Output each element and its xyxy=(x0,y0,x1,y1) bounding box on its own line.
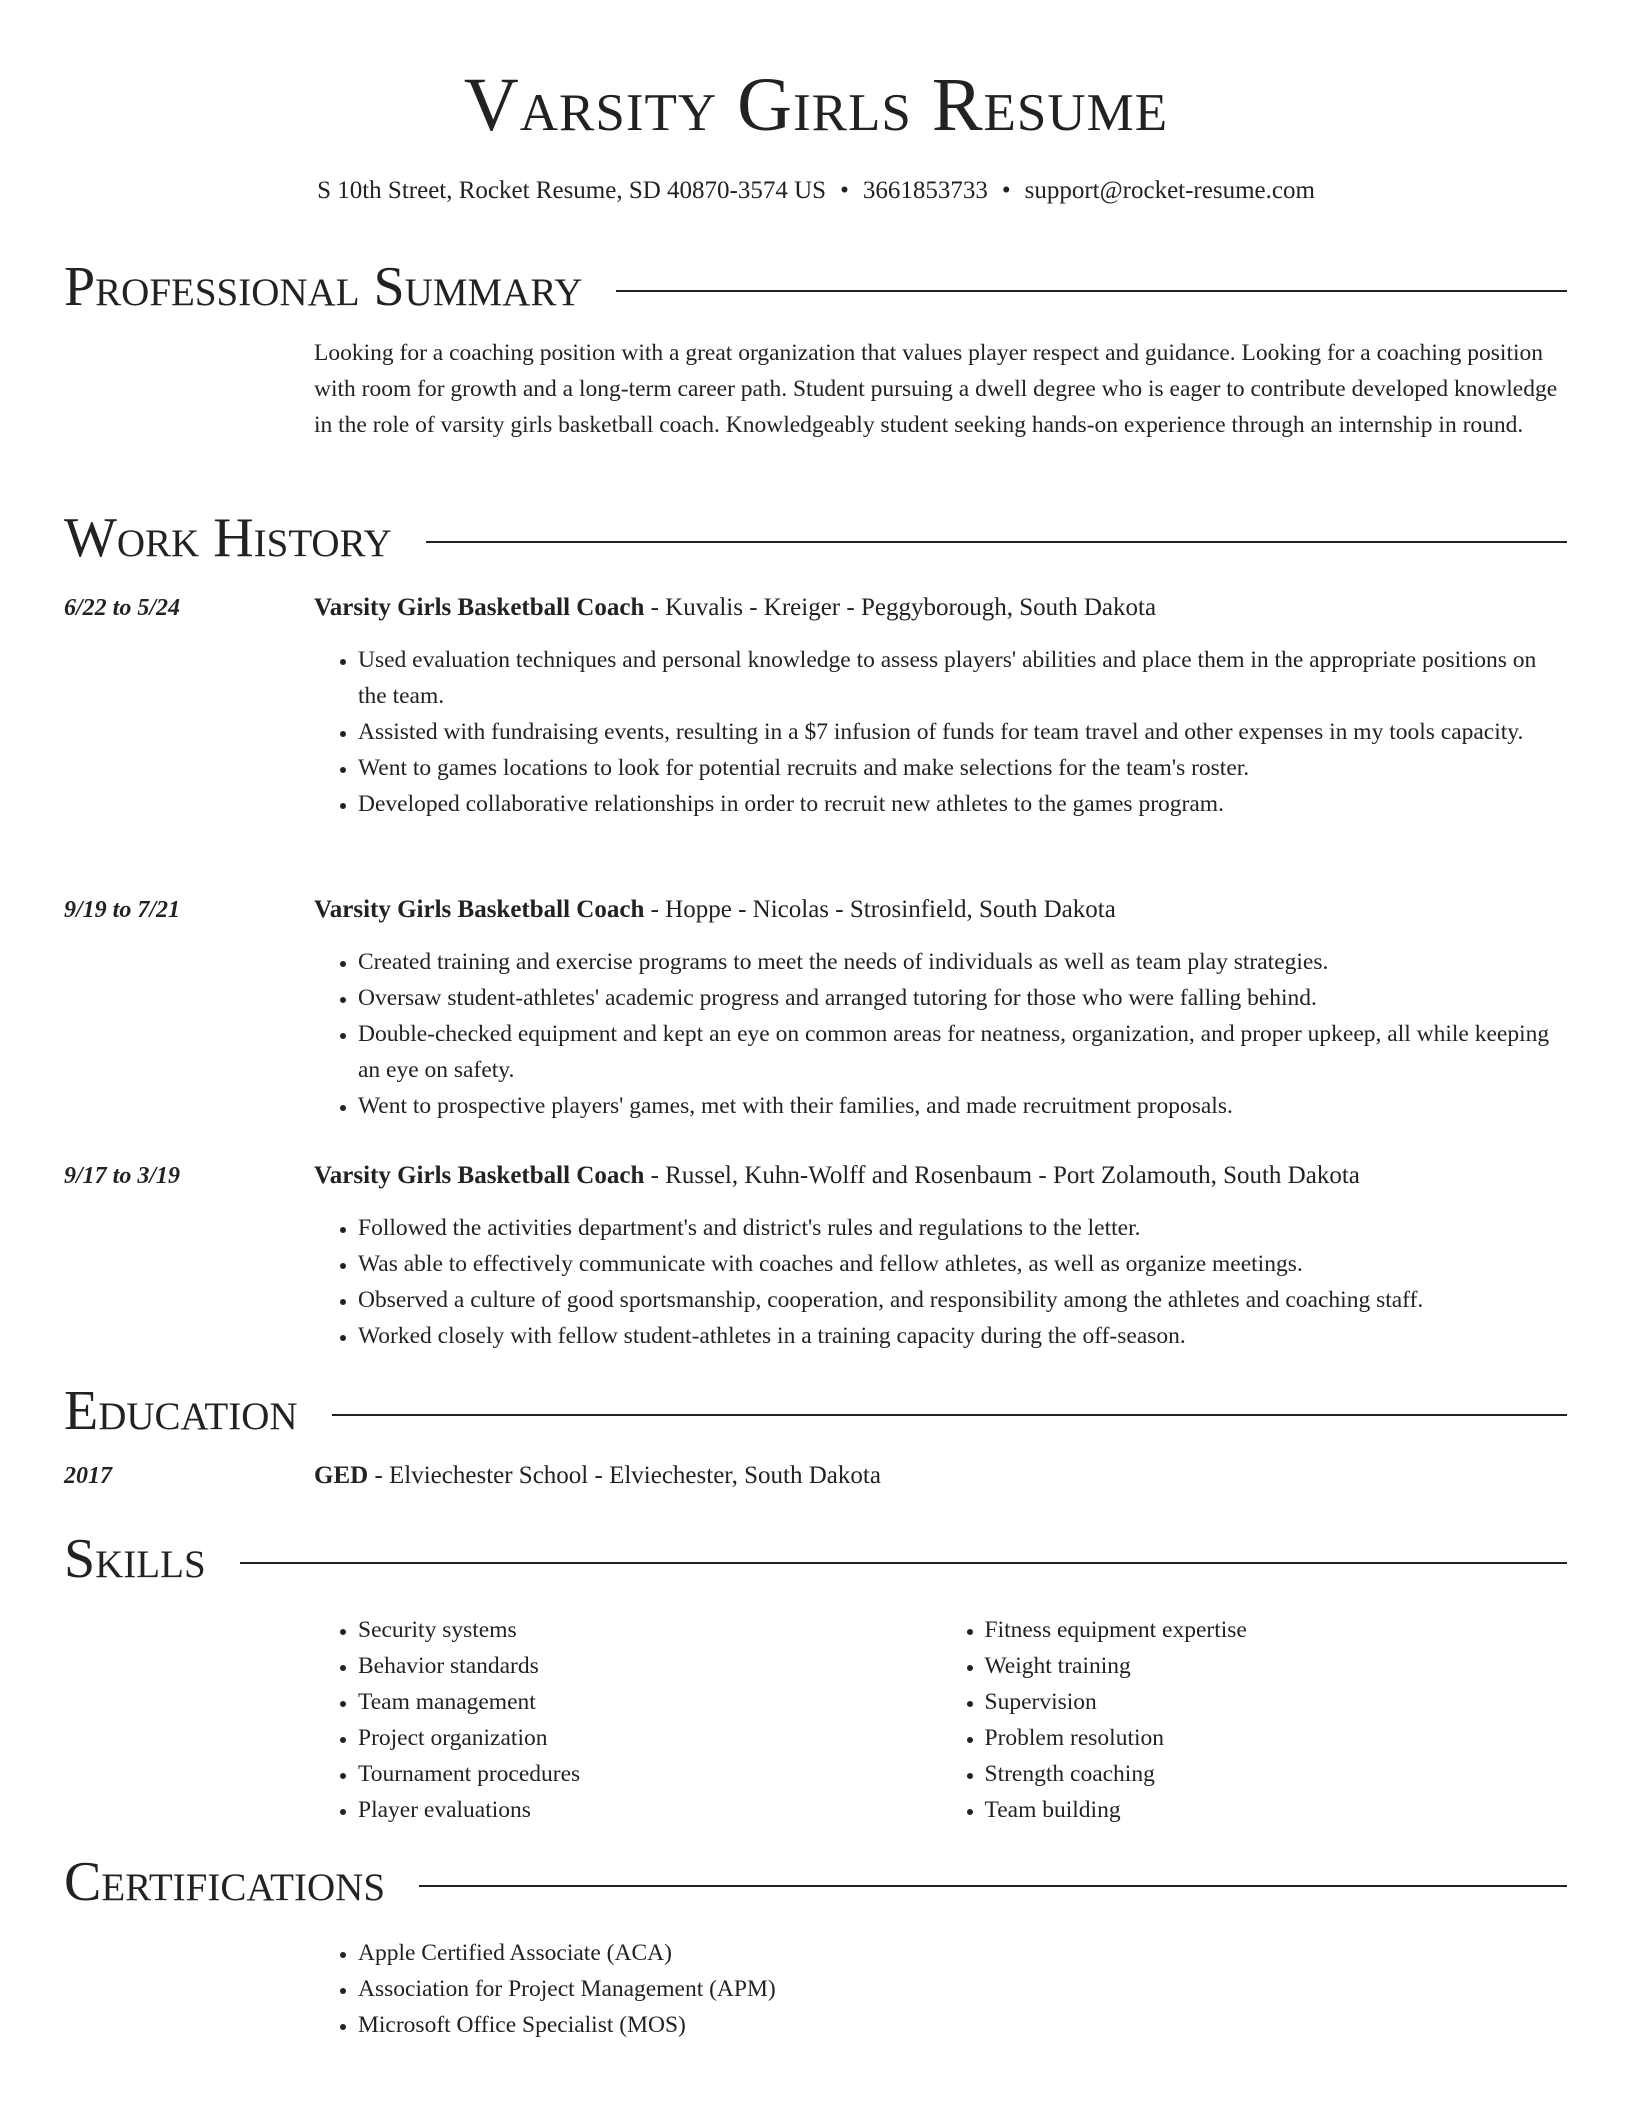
skill-item: • Player evaluations xyxy=(358,1792,941,1828)
job-details: - Russel, Kuhn-Wolff and Rosenbaum - Port Zolamouth, South Dakota xyxy=(644,1162,1360,1189)
education-year: 2017 xyxy=(64,1463,112,1489)
section-divider xyxy=(426,541,1567,543)
skill-item: • Behavior standards xyxy=(358,1648,941,1684)
skill-item: • Strength coaching xyxy=(985,1756,1568,1792)
section-divider xyxy=(616,290,1567,292)
summary-text: Looking for a coaching position with a great organization that values player respect and guidance. Looking for a coaching position with room for growth and a long-term career path. Student pursuing a dwell degree who is eager to contribute developed knowledge in the role of varsity girls basketball coach. Knowledgeably student seeking hands-on experience through an internship in round. xyxy=(314,340,1558,438)
job-bullet: • Oversaw student-athletes' academic progress and arranged tutoring for those who were falling behind. xyxy=(358,980,1567,1016)
contact-email: support@rocket-resume.com xyxy=(1024,177,1315,204)
job-bullet: • Used evaluation techniques and personal knowledge to assess players' abilities and place them in the appropriate positions on the team. xyxy=(358,642,1567,714)
contact-separator: • xyxy=(840,177,849,204)
job-bullet: • Observed a culture of good sportsmanship, cooperation, and responsibility among the athletes and coaching staff. xyxy=(358,1282,1567,1318)
certification-item: • Microsoft Office Specialist (MOS) xyxy=(358,2007,1567,2043)
job-title: Varsity Girls Basketball Coach xyxy=(314,896,645,923)
job-bullet: • Created training and exercise programs to meet the needs of individuals as well as team play strategies. xyxy=(358,944,1567,980)
summary-section xyxy=(64,257,1567,487)
education-degree: GED xyxy=(314,1462,369,1489)
skills-list-right xyxy=(941,1612,1568,1828)
job-title: Varsity Girls Basketball Coach xyxy=(314,594,645,621)
job-bullet: • Was able to effectively communicate with coaches and fellow athletes, as well as organize meetings. xyxy=(358,1246,1567,1282)
job-bullet: • Went to games locations to look for potential recruits and make selections for the team's roster. xyxy=(358,750,1567,786)
job-details: - Hoppe - Nicolas - Strosinfield, South Dakota xyxy=(644,896,1116,923)
work-history-section xyxy=(64,508,1567,1348)
certifications-heading: Certifications xyxy=(64,1851,386,1913)
job-bullet: • Developed collaborative relationships in order to recruit new athletes to the games program. xyxy=(358,786,1567,822)
certifications-list xyxy=(314,1935,1567,2043)
job-heading xyxy=(314,1158,1567,1194)
education-section xyxy=(64,1381,1567,1511)
skills-list-left xyxy=(314,1612,941,1828)
job-dates: 9/19 to 7/21 xyxy=(64,897,181,923)
work-history-heading: Work History xyxy=(64,507,392,569)
job-bullets xyxy=(314,1210,1567,1354)
skill-item: • Project organization xyxy=(358,1720,941,1756)
job-dates: 9/17 to 3/19 xyxy=(64,1163,181,1189)
skill-item: • Supervision xyxy=(985,1684,1568,1720)
section-divider xyxy=(419,1885,1567,1887)
job-bullet: • Went to prospective players' games, met with their families, and made recruitment proposals. xyxy=(358,1088,1567,1124)
job-bullet: • Assisted with fundraising events, resulting in a $7 infusion of funds for team travel and other expenses in my tools capacity. xyxy=(358,714,1567,750)
contact-phone: 3661853733 xyxy=(862,177,988,204)
section-divider xyxy=(332,1414,1567,1416)
skill-item: • Tournament procedures xyxy=(358,1756,941,1792)
summary-heading: Professional Summary xyxy=(64,256,583,318)
job-bullet: • Double-checked equipment and kept an eye on common areas for neatness, organization, and proper upkeep, all while keeping an eye on safety. xyxy=(358,1016,1567,1088)
job-bullets xyxy=(314,642,1567,822)
job-details: - Kuvalis - Kreiger - Peggyborough, South Dakota xyxy=(644,594,1157,621)
job-dates: 6/22 to 5/24 xyxy=(64,595,181,621)
certification-item: • Apple Certified Associate (ACA) xyxy=(358,1935,1567,1971)
skill-item: • Security systems xyxy=(358,1612,941,1648)
skill-item: • Team management xyxy=(358,1684,941,1720)
contact-separator: • xyxy=(1001,177,1011,204)
job-bullet: • Worked closely with fellow student-athletes in a training capacity during the off-season. xyxy=(358,1318,1567,1354)
skill-item: • Fitness equipment expertise xyxy=(985,1612,1568,1648)
job-title: Varsity Girls Basketball Coach xyxy=(314,1162,645,1189)
section-divider xyxy=(240,1562,1567,1564)
skill-item: • Weight training xyxy=(985,1648,1568,1684)
skills-heading: Skills xyxy=(64,1528,206,1590)
job-heading xyxy=(314,892,1567,928)
skill-item: • Team building xyxy=(985,1792,1568,1828)
education-details: - Elviechester School - Elviechester, South Dakota xyxy=(368,1462,881,1489)
contact-line xyxy=(0,174,1632,208)
education-heading: Education xyxy=(64,1380,298,1442)
job-bullet: • Followed the activities department's and district's rules and regulations to the letter. xyxy=(358,1210,1567,1246)
skills-section xyxy=(64,1529,1567,1829)
certification-item: • Association for Project Management (APM) xyxy=(358,1971,1567,2007)
certifications-section xyxy=(64,1852,1567,2052)
resume-name: Varsity Girls Resume xyxy=(463,63,1169,147)
contact-address: S 10th Street, Rocket Resume, SD 40870-3574 US xyxy=(317,177,827,204)
education-entry xyxy=(314,1458,1567,1494)
job-heading xyxy=(314,590,1567,626)
job-bullets xyxy=(314,944,1567,1124)
skill-item: • Problem resolution xyxy=(985,1720,1568,1756)
